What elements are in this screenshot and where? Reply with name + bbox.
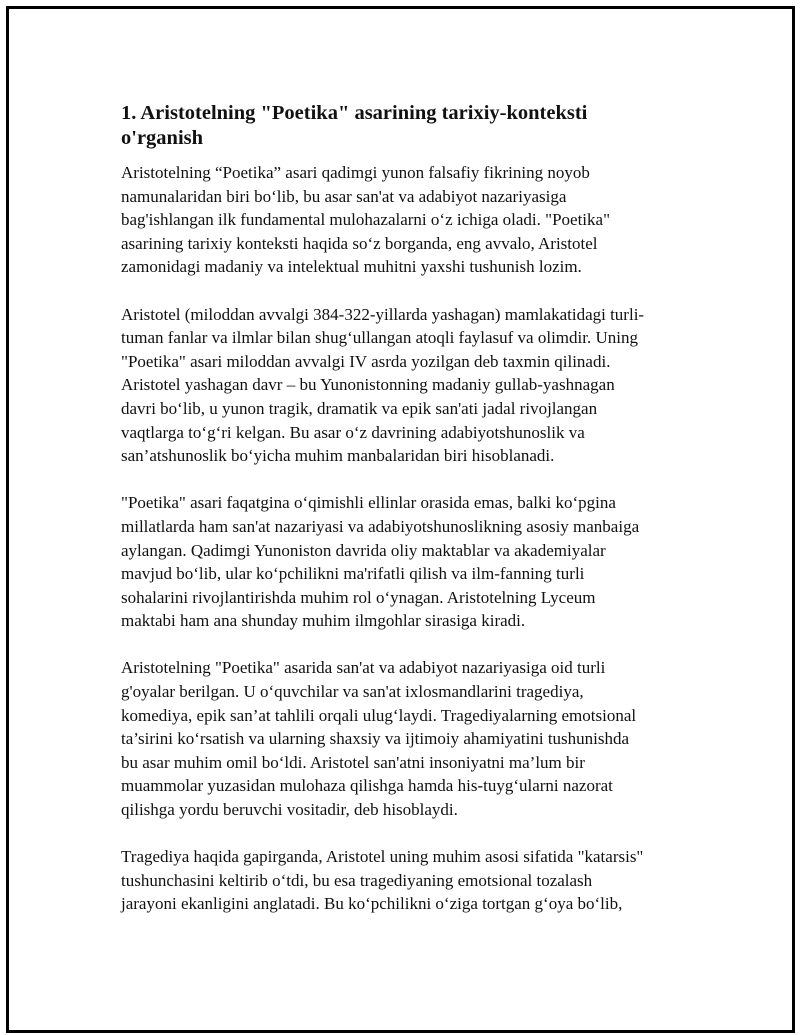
paragraph-5: Tragediya haqida gapirganda, Aristotel uning muhim asosi sifatida "katarsis" tushunchasini keltirib o‘tdi, bu esa tragediyaning emotsional tozalash jarayoni ekanligini anglatadi. Bu ko‘pchilikni o‘ziga tortgan g‘oya bo‘lib, xyxy=(121,847,644,914)
paragraph-2: Aristotel (miloddan avvalgi 384-322-yillarda yashagan) mamlakatidagi turli- tuman fanlar va ilmlar bilan shug‘ullangan atoqli faylasuf va olimdir. Uning "Poetika" asari miloddan avvalgi IV asrda yozilgan deb taxmin qilinadi. Aristotel yashagan davr – bu Yunonistonning madaniy gullab-yashnagan davri bo‘lib, u yunon tragik, dramatik va epik san'ati jadal rivojlangan vaqtlarga to‘g‘ri kelgan. Bu asar o‘z davrining adabiyotshunoslik va san’atshunoslik bo‘yicha muhim manbalaridan biri hisoblanadi. xyxy=(121,304,645,466)
section-heading: 1. Aristotelning "Poetika" asarining tarixiy-konteksti o'rganish xyxy=(121,102,588,149)
paragraph-1: Aristotelning “Poetika” asari qadimgi yunon falsafiy fikrining noyob namunalaridan biri bo‘lib, bu asar san'at va adabiyot nazariyasiga bag'ishlangan ilk fundamental mulohazalarni o‘z ichiga oladi. "Poetika" asarining tarixiy konteksti haqida so‘z borganda, eng avvalo, Aristotel zamonidagi madaniy va intelektual muhitni yaxshi tushunish lozim. xyxy=(121,163,611,277)
paragraph-4: Aristotelning "Poetika" asarida san'at va adabiyot nazariyasiga oid turli g'oyalar berilgan. U o‘quvchilar va san'at ixlosmandlarini tragediya, komediya, epik san’at tahlili orqali ulug‘laydi. Tragediyalarning emotsional ta’sirini ko‘rsatish va ularning shaxsiy va ijtimoiy ahamiyatini tushunishda bu asar muhim omil bo‘ldi. Aristotel san'atni insoniyatni ma’lum bir muammolar yuzasidan mulohaza qilishga hamda his-tuyg‘ularni nazorat qilishga yordu beruvchi vositadir, deb hisoblaydi. xyxy=(121,658,637,820)
page-frame xyxy=(6,6,795,1033)
document-body xyxy=(121,101,696,940)
paragraph-3: "Poetika" asari faqatgina o‘qimishli ellinlar orasida emas, balki ko‘pgina millatlarda ham san'at nazariyasi va adabiyotshunoslikning asosiy manbaiga aylangan. Qadimgi Yunoniston davrida oliy maktablar va akademiyalar mavjud bo‘lib, ular ko‘pchilikni ma'rifatli qilish va ilm-fanning turli sohalarini rivojlantirishda muhim rol o‘ynagan. Aristotelning Lyceum maktabi ham ana shunday muhim ilmgohlar sirasiga kiradi. xyxy=(121,493,640,631)
